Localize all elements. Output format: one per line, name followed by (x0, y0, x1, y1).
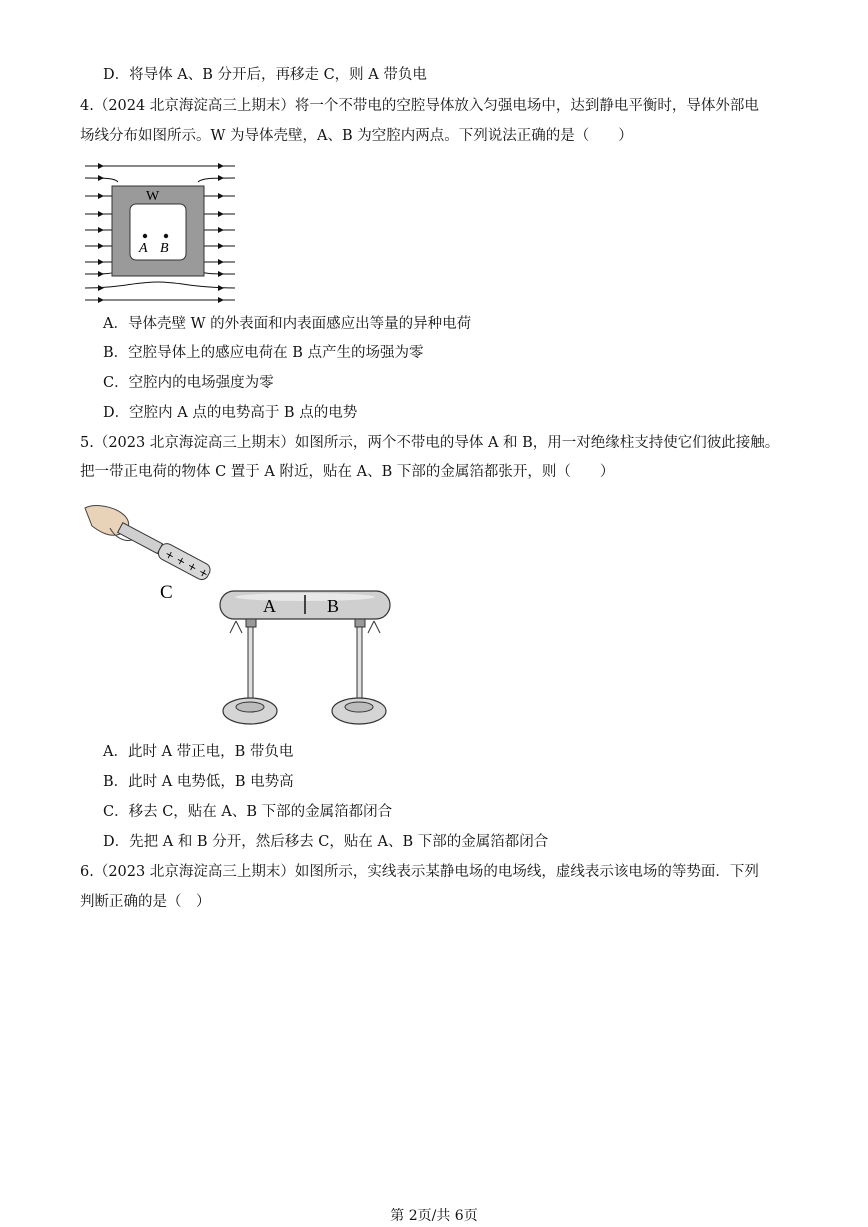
q5-stem-line2: 把一带正电荷的物体 C 置于 A 附近，贴在 A、B 下部的金属箔都张开，则（ ） (80, 464, 615, 480)
label-b: B (160, 241, 169, 256)
label-b-conductor: B (327, 596, 340, 616)
q4-option-c: C．空腔内的电场强度为零 (103, 375, 274, 391)
rod-charge-marks: + + + + (162, 547, 211, 581)
q4-option-a: A．导体壳壁 W 的外表面和内表面感应出等量的异种电荷 (103, 316, 472, 332)
insulating-post-left (248, 627, 253, 702)
q4-option-d: D．空腔内 A 点的电势高于 B 点的电势 (103, 405, 358, 421)
q4-stem-line2: 场线分布如图所示。W 为导体壳壁，A、B 为空腔内两点。下列说法正确的是（ ） (80, 128, 633, 144)
point-a-dot (143, 234, 147, 238)
point-b-dot (164, 234, 168, 238)
q5-option-c: C．移去 C，贴在 A、B 下部的金属箔都闭合 (103, 804, 393, 820)
q4-option-b: B．空腔导体上的感应电荷在 B 点产生的场强为零 (103, 345, 424, 361)
insulating-post-right (357, 627, 362, 702)
q4-field-line-figure (80, 156, 240, 306)
q5-conductor-figure (80, 498, 400, 733)
q4-stem-line1: 4.（2024 北京海淀高三上期末）将一个不带电的空腔导体放入匀强电场中，达到静电平衡时，导体外部电 (80, 98, 759, 114)
q5-option-b: B．此时 A 电势低，B 电势高 (103, 774, 294, 790)
q3-option-d: D．将导体 A、B 分开后，再移走 C，则 A 带负电 (103, 67, 427, 83)
label-a-conductor: A (263, 596, 276, 616)
q5-option-d: D．先把 A 和 B 分开，然后移去 C，贴在 A、B 下部的金属箔都闭合 (103, 834, 549, 850)
foil-a (230, 621, 242, 633)
charged-rod-c (116, 520, 212, 582)
q5-stem-line1: 5.（2023 北京海淀高三上期末）如图所示，两个不带电的导体 A 和 B，用一对绝缘柱支持使它们彼此接触。 (80, 435, 780, 451)
label-c: C (160, 582, 173, 603)
label-a: A (139, 241, 148, 256)
q6-stem-line1: 6.（2023 北京海淀高三上期末）如图所示，实线表示某静电场的电场线，虚线表示该电场的等势面．下列 (80, 864, 759, 880)
foil-b (368, 621, 380, 633)
page-footer: 第 2页/共 6页 (390, 1208, 478, 1224)
q6-stem-line2: 判断正确的是（ ） (80, 894, 211, 910)
q5-option-a: A．此时 A 带正电，B 带负电 (103, 744, 294, 760)
label-w: W (146, 189, 160, 204)
